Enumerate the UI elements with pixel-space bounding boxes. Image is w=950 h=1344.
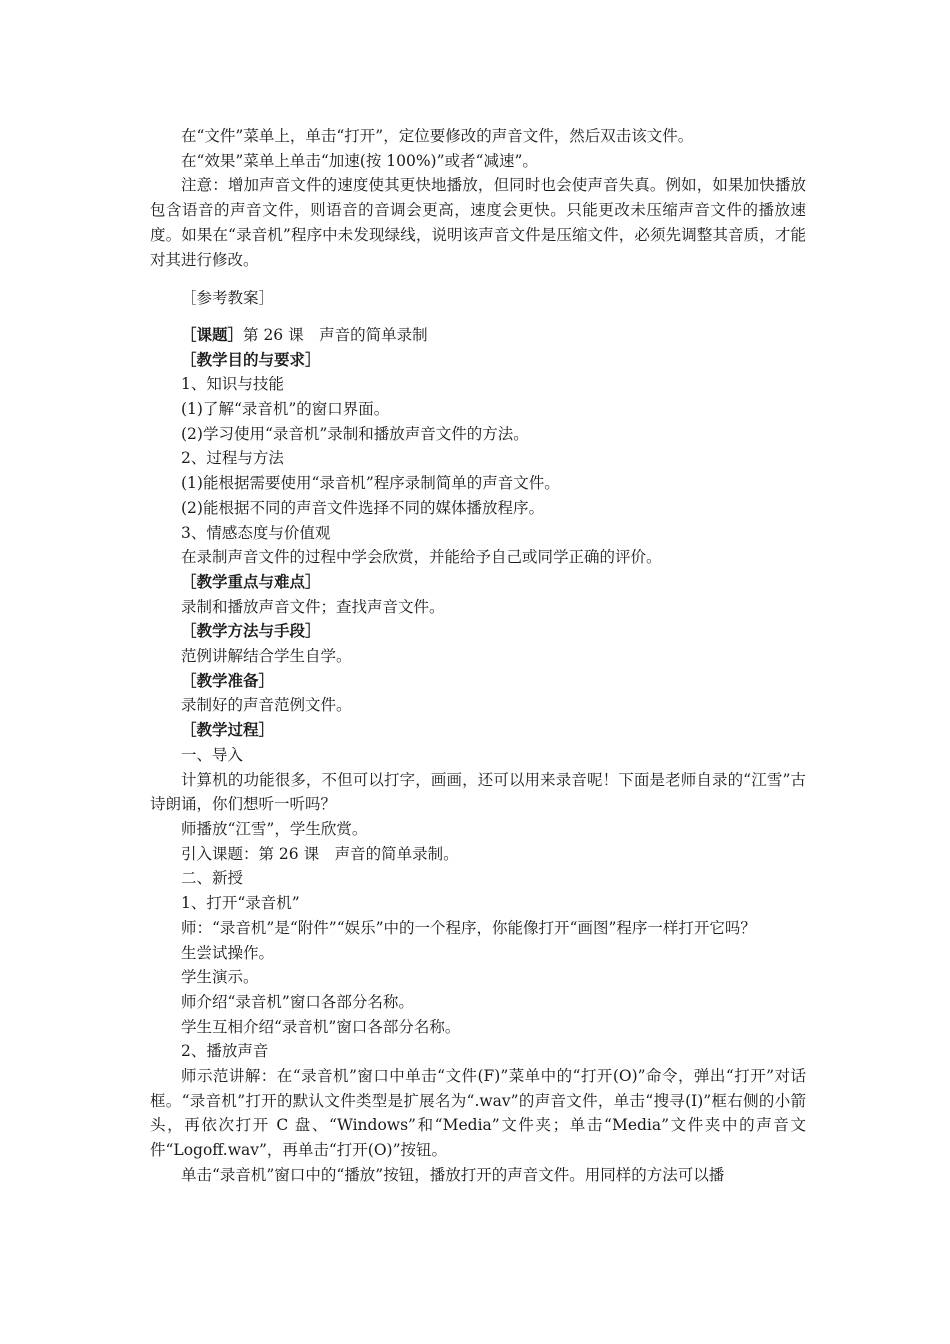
lesson-topic: [150, 323, 806, 348]
section2-1-title: 1、打开“录音机”: [181, 894, 300, 913]
section2-2-title: 2、播放声音: [181, 1042, 269, 1061]
preparation-text: 录制好的声音范例文件。: [181, 696, 352, 715]
goal2-item-a: (1)能根据需要使用“录音机”程序录制简单的声音文件。: [181, 474, 560, 493]
section2-1-paragraph-2: 生尝试操作。: [181, 943, 275, 962]
section2-1-paragraph-4: 师介绍“录音机”窗口各部分名称。: [181, 992, 414, 1011]
section2-2-paragraph-1: 师示范讲解：在“录音机”窗口中单击“文件(F)”菜单中的“打开(O)”命令，弹出“打开”对话框。“录音机”打开的默认文件类型是扩展名为“.wav”的声音文件，单击“搜寻(I)”框右侧的小箭头，再依次打开 C 盘、“Windows”和“Media”文件夹；单击“Media”文件夹中的声音文件“Logoff.wav”，再单击“打开(O)”按钮。: [150, 1067, 806, 1160]
intro-paragraph-2: 在“效果”菜单上单击“加速(按 100%)”或者“减速”。: [181, 151, 538, 170]
topic-label: ［课题］: [181, 324, 244, 344]
topic-text: 第 26 课 声音的简单录制: [243, 325, 428, 344]
method-text: 范例讲解结合学生自学。: [181, 647, 352, 666]
process-heading: ［教学过程］: [181, 720, 275, 740]
section2-1-paragraph-5: 学生互相介绍“录音机”窗口各部分名称。: [181, 1017, 461, 1036]
method-heading: ［教学方法与手段］: [181, 621, 321, 641]
section1-paragraph-3: 引入课题：第 26 课 声音的简单录制。: [181, 844, 459, 863]
section1-paragraph-1: 计算机的功能很多，不但可以打字，画画，还可以用来录音呢！下面是老师自录的“江雪”古诗朗诵，你们想听一听吗？: [150, 770, 806, 814]
key-points-heading: ［教学重点与难点］: [181, 571, 321, 591]
section1-paragraph-2: 师播放“江雪”，学生欣赏。: [181, 819, 368, 838]
preparation-heading: ［教学准备］: [181, 670, 275, 690]
reference-plan-label: ［参考教案］: [181, 289, 275, 308]
document-body: [150, 124, 806, 1188]
goal1-item-b: (2)学习使用“录音机”录制和播放声音文件的方法。: [181, 424, 529, 443]
goal3-text: 在录制声音文件的过程中学会欣赏，并能给予自己或同学正确的评价。: [181, 548, 662, 567]
section2-1-paragraph-3: 学生演示。: [181, 968, 259, 987]
section2-2-paragraph-2: 单击“录音机”窗口中的“播放”按钮，播放打开的声音文件。用同样的方法可以播: [181, 1165, 725, 1184]
goal2-title: 2、过程与方法: [181, 449, 284, 468]
section2-1-paragraph-1: 师：“录音机”是“附件”“娱乐”中的一个程序，你能像打开“画图”程序一样打开它吗？: [181, 918, 756, 937]
goals-heading: ［教学目的与要求］: [181, 349, 321, 369]
goal1-title: 1、知识与技能: [181, 375, 284, 394]
goal3-title: 3、情感态度与价值观: [181, 523, 331, 542]
goal2-item-b: (2)能根据不同的声音文件选择不同的媒体播放程序。: [181, 498, 544, 517]
section2-title: 二、新授: [181, 869, 244, 888]
key-points-text: 录制和播放声音文件；查找声音文件。: [181, 597, 445, 616]
goal1-item-a: (1)了解“录音机”的窗口界面。: [181, 400, 390, 419]
intro-paragraph-1: 在“文件”菜单上，单击“打开”，定位要修改的声音文件，然后双击该文件。: [181, 127, 694, 145]
intro-note-paragraph: 注意：增加声音文件的速度使其更快地播放，但同时也会使声音失真。例如，如果加快播放包含语音的声音文件，则语音的音调会更高，速度会更快。只能更改未压缩声音文件的播放速度。如果在“录音机”程序中未发现绿线，说明该声音文件是压缩文件，必须先调整其音质，才能对其进行修改。: [150, 176, 806, 269]
section1-title: 一、导入: [181, 745, 244, 764]
